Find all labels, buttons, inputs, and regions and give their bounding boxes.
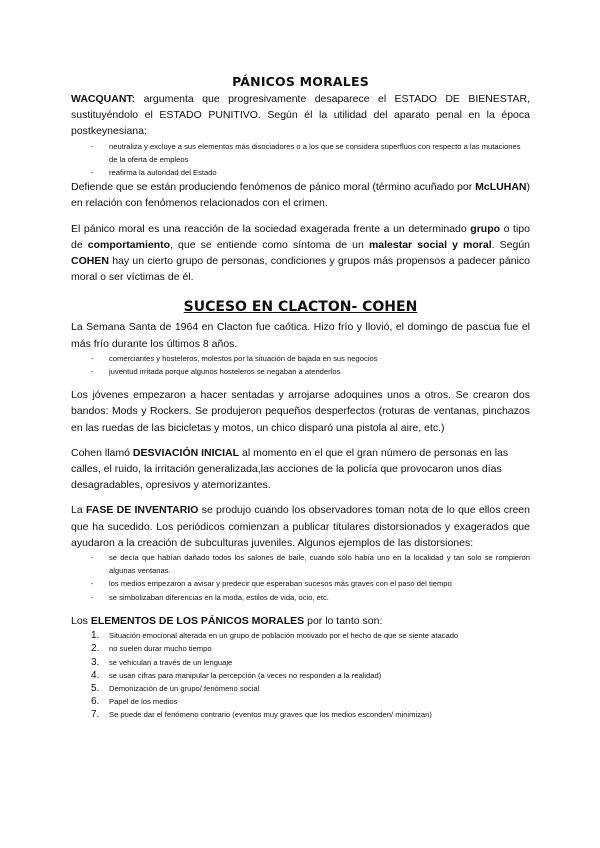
distorsiones-list [71,551,530,604]
wacquant-label: WACQUANT: [71,93,136,105]
elementos-heading: Los ELEMENTOS DE LOS PÁNICOS MORALES por lo tanto son: [71,614,383,627]
clacton-list [71,352,530,378]
jovenes-paragraph: Los jóvenes empezaron a hacer sentadas y arrojarse adoquines unos a otros. Se crearon dos bandos: Mods y Rockers. Se produjeron pequeños desperfectos (roturas de ventanas, pinchazos en las ruedas de las bicicletas y motos, un chico disparó una pistola al aire, etc.) [71,389,530,434]
list-item: - se decía que habían dañado todos los salones de baile, cuando sólo había uno en la localidad y tan solo se rompieron algunas ventanas. [91,551,530,577]
list-item: - los medios empezaron a avisar y predecir que esperaban sucesos más graves con el paso del tiempo [91,577,530,590]
list-item: - comerciantes y hosteleros, molestos por la situación de bajada en sus negocios [91,352,530,365]
list-item: - neutraliza y excluye a sus elementos más disociadores o a los que se considera superfluos con respecto a las mutaciones de la oferta de empleos [91,140,530,166]
page-title: PÁNICOS MORALES [232,74,369,89]
clacton-paragraph: La Semana Santa de 1964 en Clacton fue caótica. Hizo frío y llovió, el domingo de pascua fue el más frío durante los últimos 8 años. [71,321,530,350]
list-item: 3. se vehiculan a través de un lenguaje [91,656,233,668]
list-item: 7. Se puede dar el fenómeno contrario (eventos muy graves que los medios esconden/ minimizan) [91,709,432,721]
list-item: 1. Situación emocional alterada en un grupo de población motivado por el hecho de que se siente atacado [91,630,459,642]
list-item: 4. se usan cifras para manipular la percepción (a veces no responden a la realidad) [91,669,382,681]
list-item: - se simbolizaban diferencias en la moda, estilos de vida, ocio, etc. [91,591,530,604]
list-item: 6. Papel de los medios [91,696,178,708]
list-item: - reafirma la autoridad del Estado [91,166,530,179]
wacquant-paragraph: WACQUANT: argumenta que progresivamente desaparece el ESTADO DE BIENESTAR, sustituyéndolo el ESTADO PUNITIVO. Según él la utilidad del aparato penal en la época postkeynesiana: [71,93,530,138]
inventario-paragraph: La FASE DE INVENTARIO se produjo cuando los observadores toman nota de lo que ellos creen que ha sucedido. Los periódicos comienzan a publicar titulares distorsionados y exagerados que ayudaron a la creación de subculturas juveniles. Algunos ejemplos de las distorsiones: [71,504,530,549]
elementos-list [71,629,530,721]
list-item: 2. no suelen durar mucho tiempo [91,643,212,655]
panico-paragraph: El pánico moral es una reacción de la sociedad exagerada frente a un determinado grupo o tipo de comportamiento, que se entiende como síntoma de un malestar social y moral. Según COHEN hay un cierto grupo de personas, condiciones y grupos más propensos a padecer pánico moral o ser víctimas de él. [71,222,530,284]
defiende-paragraph: Defiende que se están produciendo fenómenos de pánico moral (término acuñado por McLUHAN) en relación con fenómenos relacionados con el crimen. [71,181,530,210]
section-title: SUCESO EN CLACTON- COHEN [183,299,418,316]
mcluhan-name: McLUHAN [475,181,527,194]
wacquant-list [71,140,530,180]
list-item: 5. Demonización de un grupo/ fenómeno social [91,682,260,694]
desviacion-paragraph: Cohen llamó DESVIACIÓN INICIAL al momento en el que el gran número de personas en las calles, el ruido, la irritación generalizada,las acciones de la policía que provocaron unos días desagradables, opresivos y atemorizantes. [71,446,509,492]
list-item: - juventud irritada porque algunos hosteleros se negaban a atenderlos [91,365,530,378]
